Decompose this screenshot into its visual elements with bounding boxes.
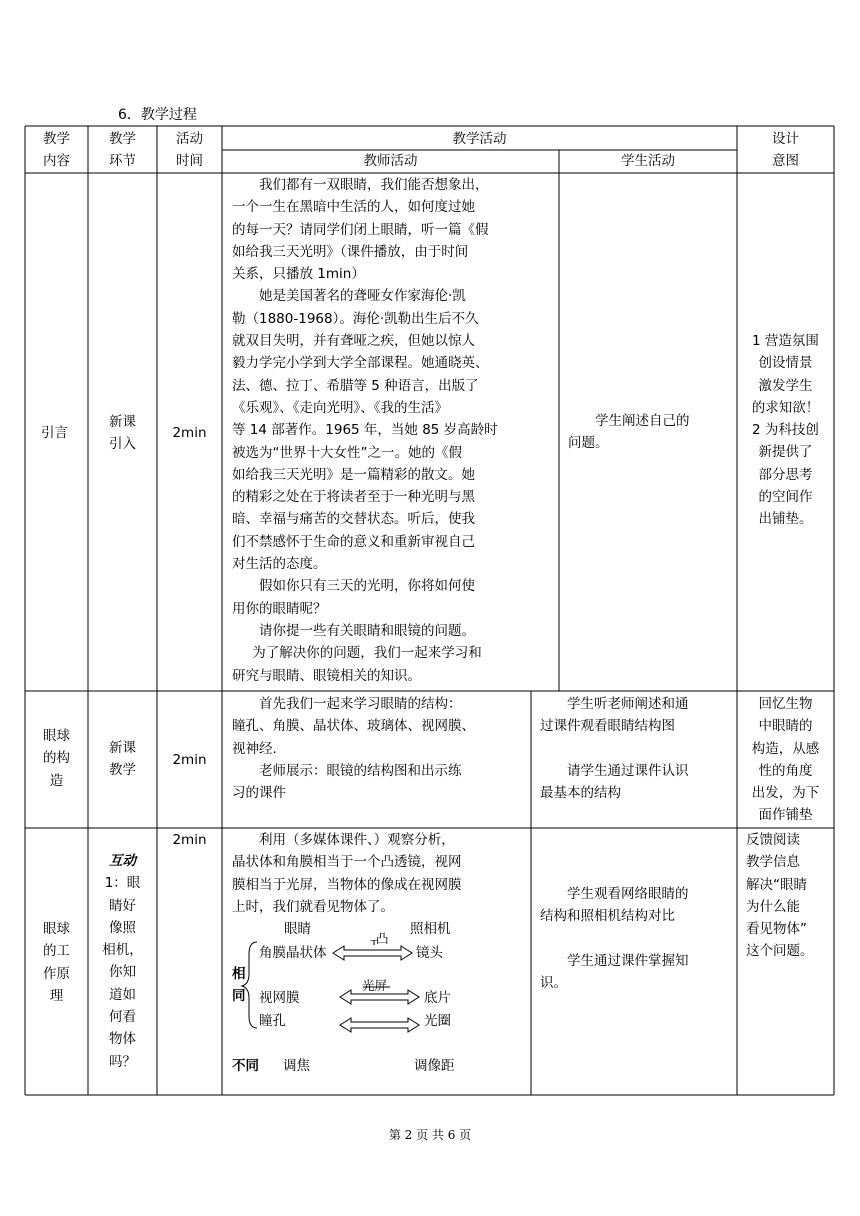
text-line: 识。 — [540, 975, 567, 992]
text-line: 过课件观看眼睛结构图 — [540, 718, 675, 735]
header-content-line: 内容 — [43, 153, 70, 170]
text-line: 性的角度 — [758, 762, 813, 779]
diagram-diff-left: 调焦 — [283, 1058, 310, 1074]
text-line: 问题。 — [568, 435, 609, 452]
header-stage-line: 教学 — [109, 131, 136, 147]
text-line: 如给我三天光明》（课件播放，由于时间 — [232, 243, 469, 260]
interaction-label: 互动 — [109, 853, 136, 869]
text-line: 膜相当于光屏，当物体的像成在视网膜 — [232, 876, 462, 893]
text-line: 为什么能 — [746, 898, 800, 915]
diagram-pair-right: 光圈 — [424, 1013, 451, 1029]
text-line: 你知 — [109, 964, 136, 981]
diagram-pair-right: 底片 — [424, 990, 451, 1006]
double-arrow-1 — [333, 946, 412, 960]
header-stage — [88, 128, 157, 173]
row1-stage-line: 新课 — [109, 414, 136, 430]
text-line: 我们都有一双眼睛，我们能否想象出， — [259, 177, 489, 193]
double-arrow-3 — [340, 1018, 419, 1032]
header-teacher: 教师活动 — [363, 153, 418, 169]
double-arrow-2 — [340, 990, 419, 1004]
row3-stage — [88, 850, 157, 1073]
text-line: 学生通过课件掌握知 — [567, 952, 689, 969]
text-line: 出发，为下 — [751, 785, 820, 802]
text-line: 眼球 — [43, 921, 70, 937]
row2-content — [25, 725, 88, 792]
row1-time: 2min — [172, 425, 207, 441]
text-line: 教学信息 — [746, 854, 800, 871]
text-line: 同 — [232, 988, 246, 1005]
text-line: 新提供了 — [758, 444, 813, 461]
text-line: 关系，只播放 1min） — [232, 266, 365, 283]
row2-design-intent — [737, 693, 834, 827]
text-line: 面作铺垫 — [758, 807, 813, 824]
text-line — [540, 738, 735, 760]
text-line: 出铺垫。 — [758, 511, 813, 528]
diagram-pair-right: 镜头 — [416, 945, 443, 961]
text-line: 研究与眼睛、眼镜相关的知识。 — [232, 667, 421, 684]
text-line — [540, 928, 735, 950]
text-line: 老师展示：眼镜的结构图和出示练 — [259, 762, 462, 779]
header-time — [157, 128, 222, 173]
text-line: 一个一生在黑暗中生活的人，如何度过她 — [232, 199, 475, 216]
diagram-pair-mid: 凸 — [376, 931, 389, 946]
row3-content — [25, 918, 88, 1007]
row3-student-activity — [540, 883, 735, 994]
text-line: 新课 — [109, 740, 136, 756]
text-line: 1 营造氛围 — [752, 333, 819, 349]
diagram-eye-label: 眼睛 — [284, 921, 311, 937]
diagram-pair-left: 角膜晶状体 — [259, 945, 327, 961]
header-time-line: 活动 — [176, 131, 203, 147]
text-line: 看见物体” — [746, 921, 807, 938]
header-student: 学生活动 — [621, 153, 675, 169]
text-line: 请学生通过课件认识 — [567, 762, 689, 779]
row2-teacher-activity — [232, 693, 528, 804]
text-line: 何看 — [109, 1009, 136, 1026]
text-line: 创设情景 — [758, 355, 813, 372]
text-line: 利用（多媒体课件、）观察分析， — [259, 832, 455, 848]
text-line: 构造，从感 — [751, 740, 820, 757]
text-line: 2 为科技创 — [752, 422, 819, 439]
text-line: 这个问题。 — [746, 943, 814, 960]
text-line: 的工 — [43, 943, 70, 960]
row2-stage — [88, 737, 157, 782]
row1-content: 引言 — [41, 425, 68, 441]
text-line: 中眼睛的 — [758, 718, 813, 735]
diagram-brace — [240, 940, 260, 1030]
text-line: 部分思考 — [758, 466, 813, 483]
text-line: 视神经. — [232, 740, 277, 757]
text-line: 们不禁感怀于生命的意义和重新审视自己 — [232, 533, 475, 550]
diagram-diff-right: 调像距 — [414, 1058, 455, 1074]
diagram-diff-label: 不同 — [232, 1058, 259, 1074]
row1-design-intent — [737, 330, 834, 531]
text-line: 用你的眼睛呢？ — [232, 600, 327, 617]
row1-stage-line: 引入 — [109, 436, 136, 453]
text-line: 瞳孔、角膜、晶状体、玻璃体、视网膜、 — [232, 718, 475, 735]
header-time-line: 时间 — [176, 153, 203, 170]
text-line: 对生活的态度。 — [232, 556, 327, 573]
text-line: 回忆生物 — [758, 696, 813, 712]
text-line: 勒（1880-1968）。海伦·凯勒出生后不久 — [232, 310, 479, 327]
text-line: 像照 — [109, 919, 136, 936]
text-line: 的空间作 — [758, 489, 813, 506]
text-line: 的每一天？请同学们闭上眼睛，听一篇《假 — [232, 221, 489, 238]
text-line: 激发学生 — [758, 377, 813, 394]
text-line: 眼球 — [43, 728, 70, 744]
text-line: 睛好 — [109, 897, 136, 914]
row3-time: 2min — [172, 832, 207, 848]
diagram-double-arrows — [330, 940, 425, 1040]
diagram-pair-mid: 光屏 — [362, 978, 388, 993]
text-line: 学生听老师阐述和通 — [567, 696, 689, 712]
text-line: 解决“眼睛 — [746, 876, 807, 893]
text-line: 的精彩之处在于将读者至于一种光明与黑 — [232, 489, 475, 506]
text-line: 结构和照相机结构对比 — [540, 908, 675, 925]
header-stage-line: 环节 — [109, 153, 136, 170]
text-line: 上时，我们就看见物体了。 — [232, 898, 394, 915]
text-line: 她是美国著名的聋哑女作家海伦·凯 — [259, 288, 466, 305]
diagram-pair-left: 视网膜 — [259, 990, 300, 1006]
text-line: 暗、幸福与痛苦的交替状态。听后，使我 — [232, 511, 475, 528]
text-line: 学生阐述自己的 — [595, 413, 690, 429]
text-line: 法、德、拉丁、希腊等 5 种语言，出版了 — [232, 377, 479, 394]
section-heading: 6．教学过程 — [118, 107, 197, 123]
text-line: 等 14 部著作。1965 年，当她 85 岁高龄时 — [232, 422, 498, 439]
header-content — [25, 128, 88, 173]
row2-time: 2min — [172, 752, 207, 768]
text-line: 道如 — [109, 986, 136, 1003]
text-line: 的构 — [43, 750, 70, 767]
text-line: 造 — [49, 772, 64, 789]
text-line: 如给我三天光明》是一篇精彩的散文。她 — [232, 466, 475, 483]
text-line: 反馈阅读 — [746, 832, 800, 848]
text-line: 的求知欲！ — [751, 399, 820, 416]
page-footer: 第 2 页 共 6 页 — [388, 1128, 472, 1142]
text-line: 毅力学完小学到大学全部课程。她通晓英、 — [232, 355, 489, 372]
text-line: 《乐观》、《走向光明》、《我的生活》 — [232, 399, 448, 416]
row3-teacher-activity — [232, 829, 528, 918]
row1-student-activity — [568, 410, 733, 455]
header-design-line: 设计 — [772, 131, 799, 147]
text-line: 物体 — [109, 1031, 136, 1048]
text-line: 理 — [49, 987, 64, 1004]
text-line: 相机， — [102, 942, 143, 959]
text-line: 晶状体和角膜相当于一个凸透镜，视网 — [232, 854, 462, 871]
text-line: 教学 — [109, 762, 136, 779]
text-line: 请你提一些有关眼睛和眼镜的问题。 — [259, 622, 475, 639]
header-activity: 教学活动 — [452, 131, 507, 147]
row1-teacher-activity — [232, 174, 554, 687]
text-line: 相 — [232, 966, 246, 982]
header-design-line: 意图 — [772, 153, 799, 170]
text-line: 被选为“世界十大女性”之一。她的《假 — [232, 444, 462, 461]
row3-design-intent — [746, 829, 832, 963]
text-line: 就双目失明，并有聋哑之疾，但她以惊人 — [232, 333, 475, 350]
text-line: 假如你只有三天的光明，你将如何使 — [259, 578, 475, 595]
diagram-pair-left: 瞳孔 — [259, 1013, 286, 1029]
text-line: 为了解决你的问题，我们一起来学习和 — [252, 645, 482, 662]
text-line: 首先我们一起来学习眼睛的结构： — [259, 696, 462, 712]
text-line: 作原 — [43, 965, 70, 982]
text-line: 学生观看网络眼睛的 — [567, 886, 689, 902]
row2-student-activity — [540, 693, 735, 804]
header-content-line: 教学 — [43, 131, 70, 147]
text-line: 1：眼 — [104, 875, 141, 892]
row1-stage — [88, 411, 157, 456]
header-design — [737, 128, 834, 173]
text-line: 习的课件 — [232, 785, 286, 802]
text-line: 吗？ — [109, 1053, 136, 1070]
diagram-camera-label: 照相机 — [410, 921, 451, 937]
text-line: 最基本的结构 — [540, 785, 621, 802]
